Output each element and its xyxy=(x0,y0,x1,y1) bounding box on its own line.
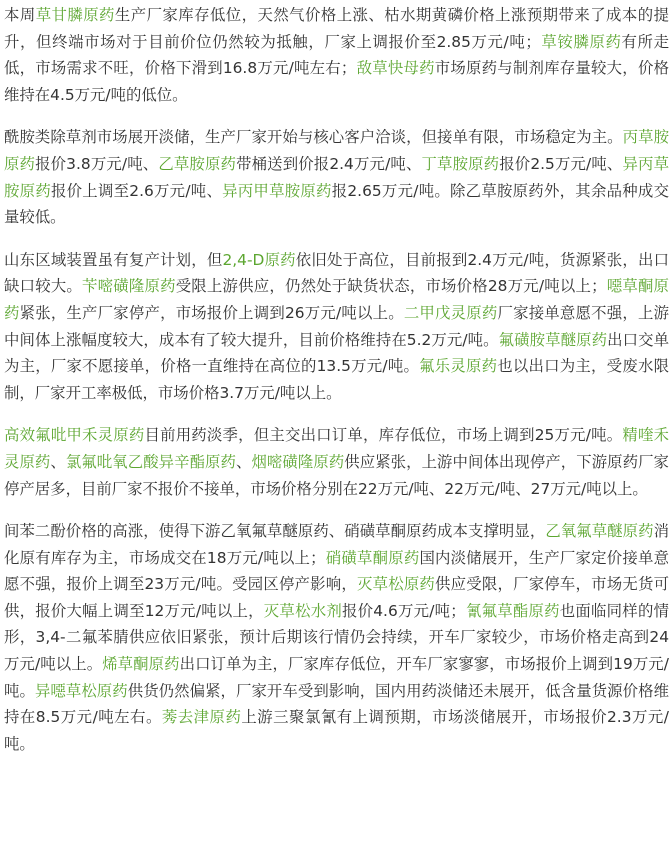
product-name: 硝磺草酮原药 xyxy=(325,548,420,567)
product-name: 灭草松原药 xyxy=(357,575,436,594)
product-name: 苄嘧磺隆原药 xyxy=(82,277,176,296)
text-segment: 带桶送到价报2.4万元/吨、 xyxy=(236,154,422,173)
text-segment: 酰胺类除草剂市场展开淡储，生产厂家开始与核心客户洽谈，但接单有限，市场稳定为主。 xyxy=(4,128,623,147)
product-name: 高效氟吡甲禾灵原药 xyxy=(4,426,145,445)
paragraph-amide-herbicides xyxy=(4,124,669,230)
product-name: 草甘膦原药 xyxy=(35,6,115,24)
text-segment: 出口订单为主，厂家库存低位，开车厂家寥寥，市场报价上调到19万元/吨。 xyxy=(4,655,669,700)
product-name: 烟嘧磺隆原药 xyxy=(251,452,345,471)
text-segment: 厂家接单意愿不强，上游中间体上涨幅度较大，成本有了较大提升，目前价格维持在5.2万元/吨。 xyxy=(4,303,669,349)
text-segment: 也以出口为主，受废水限制，厂家开工率极低，市场价格3.7万元/吨以上。 xyxy=(4,357,669,402)
product-name: 烯草酮原药 xyxy=(102,655,180,674)
text-segment: 山东区域装置虽有复产计划，但 xyxy=(4,250,223,269)
product-name: 二甲戊灵原药 xyxy=(403,303,498,322)
product-name: 丙草胺原药 xyxy=(4,128,669,173)
text-segment: 市场原药与制剂库存量较大，价格维持在4.5万元/吨的低位。 xyxy=(4,59,669,104)
product-name: 草铵膦原药 xyxy=(540,32,622,51)
product-name: 莠去津原药 xyxy=(161,708,242,727)
text-segment: 紧张，生产厂家停产，市场报价上调到26万元/吨以上。 xyxy=(19,303,404,322)
product-name: 乙草胺原药 xyxy=(158,154,237,173)
product-name: 异丙甲草胺原药 xyxy=(222,181,332,200)
product-name: 丁草胺原药 xyxy=(421,154,500,173)
text-segment: 、 xyxy=(50,452,66,471)
product-name: 精喹禾灵原药 xyxy=(4,426,669,471)
text-segment: 生产厂家库存低位，天然气价格上涨、枯水期黄磷价格上涨预期带来了成本的提升，但终端市场对于目前价位仍然较为抵触，厂家上调报价至2.85万元/吨； xyxy=(4,6,669,51)
text-segment: 上游三聚氯氰有上调预期，市场淡储展开，市场报价2.3万元/吨。 xyxy=(4,708,669,753)
paragraph-shandong-region xyxy=(4,247,669,407)
text-segment: 消化原有库存为主，市场成交在18万元/吨以上； xyxy=(4,522,669,567)
text-segment: 报价上调至2.6万元/吨、 xyxy=(50,181,223,200)
text-segment: 也面临同样的情形，3,4-二氟苯腈供应依旧紧张，预计后期该行情仍会持续，开车厂家较少，市场价格走高到24万元/吨以上。 xyxy=(4,601,669,674)
text-segment: 间苯二酚价格的高涨，使得下游乙氧氟草醚原药、硝磺草酮原药成本支撑明显， xyxy=(4,522,546,541)
product-name: 氟磺胺草醚原药 xyxy=(498,330,608,349)
text-segment: 报价4.6万元/吨； xyxy=(341,601,466,620)
product-name: 异噁草松原药 xyxy=(34,681,128,700)
text-segment: 出口交单为主，厂家不愿接单，价格一直维持在高位的13.5万元/吨。 xyxy=(4,330,669,376)
text-segment: 目前用药淡季，但主交出口订单，库存低位，市场上调到25万元/吨。 xyxy=(144,426,623,445)
text-segment: 有所走低，市场需求不旺，价格下滑到16.8万元/吨左右； xyxy=(4,32,669,78)
text-segment: 受限上游供应，仍然处于缺货状态，市场价格28万元/吨以上； xyxy=(175,277,607,296)
text-segment: 、 xyxy=(236,452,252,471)
product-name: 灭草松水剂 xyxy=(263,601,342,620)
text-segment: 依旧处于高位，目前报到2.4万元/吨，货源紧张，出口缺口较大。 xyxy=(4,250,669,296)
text-segment: 报价3.8万元/吨、 xyxy=(35,154,159,173)
product-name: 异丙草胺原药 xyxy=(4,154,669,200)
text-segment: 供货仍然偏紧，厂家开车受到影响，国内用药淡储还未展开，低含量货源价格维持在8.5万元/吨左右。 xyxy=(4,681,669,727)
text-segment: 本周 xyxy=(4,6,36,24)
text-segment: 供应受限，厂家停车，市场无货可供，报价大幅上调至12万元/吨以上， xyxy=(4,575,669,620)
product-name: 敌草快母药 xyxy=(356,59,435,78)
product-name: 氟乐灵原药 xyxy=(419,357,498,376)
product-name: 噁草酮原药 xyxy=(4,277,669,322)
product-name: 氰氟草酯原药 xyxy=(465,601,560,620)
product-name: 2,4-D原药 xyxy=(222,250,296,269)
text-segment: 供应紧张，上游中间体出现停产，下游原药厂家停产居多，目前厂家不报价不接单，市场价格分别在22万元/吨、22万元/吨、27万元/吨以上。 xyxy=(4,452,669,498)
product-name: 乙氧氟草醚原药 xyxy=(545,522,654,541)
text-segment: 国内淡储展开，生产厂家定价接单意愿不强，报价上调至23万元/吨。受园区停产影响， xyxy=(4,548,669,594)
paragraph-resorcinol xyxy=(4,518,669,757)
paragraph-glyphosate xyxy=(4,2,669,108)
text-segment: 报2.65万元/吨。除乙草胺原药外，其余品种成交量较低。 xyxy=(4,181,669,227)
product-name: 氯氟吡氧乙酸异辛酯原药 xyxy=(65,452,236,471)
paragraph-haloxyfop xyxy=(4,422,669,502)
text-segment: 报价2.5万元/吨、 xyxy=(499,154,623,173)
